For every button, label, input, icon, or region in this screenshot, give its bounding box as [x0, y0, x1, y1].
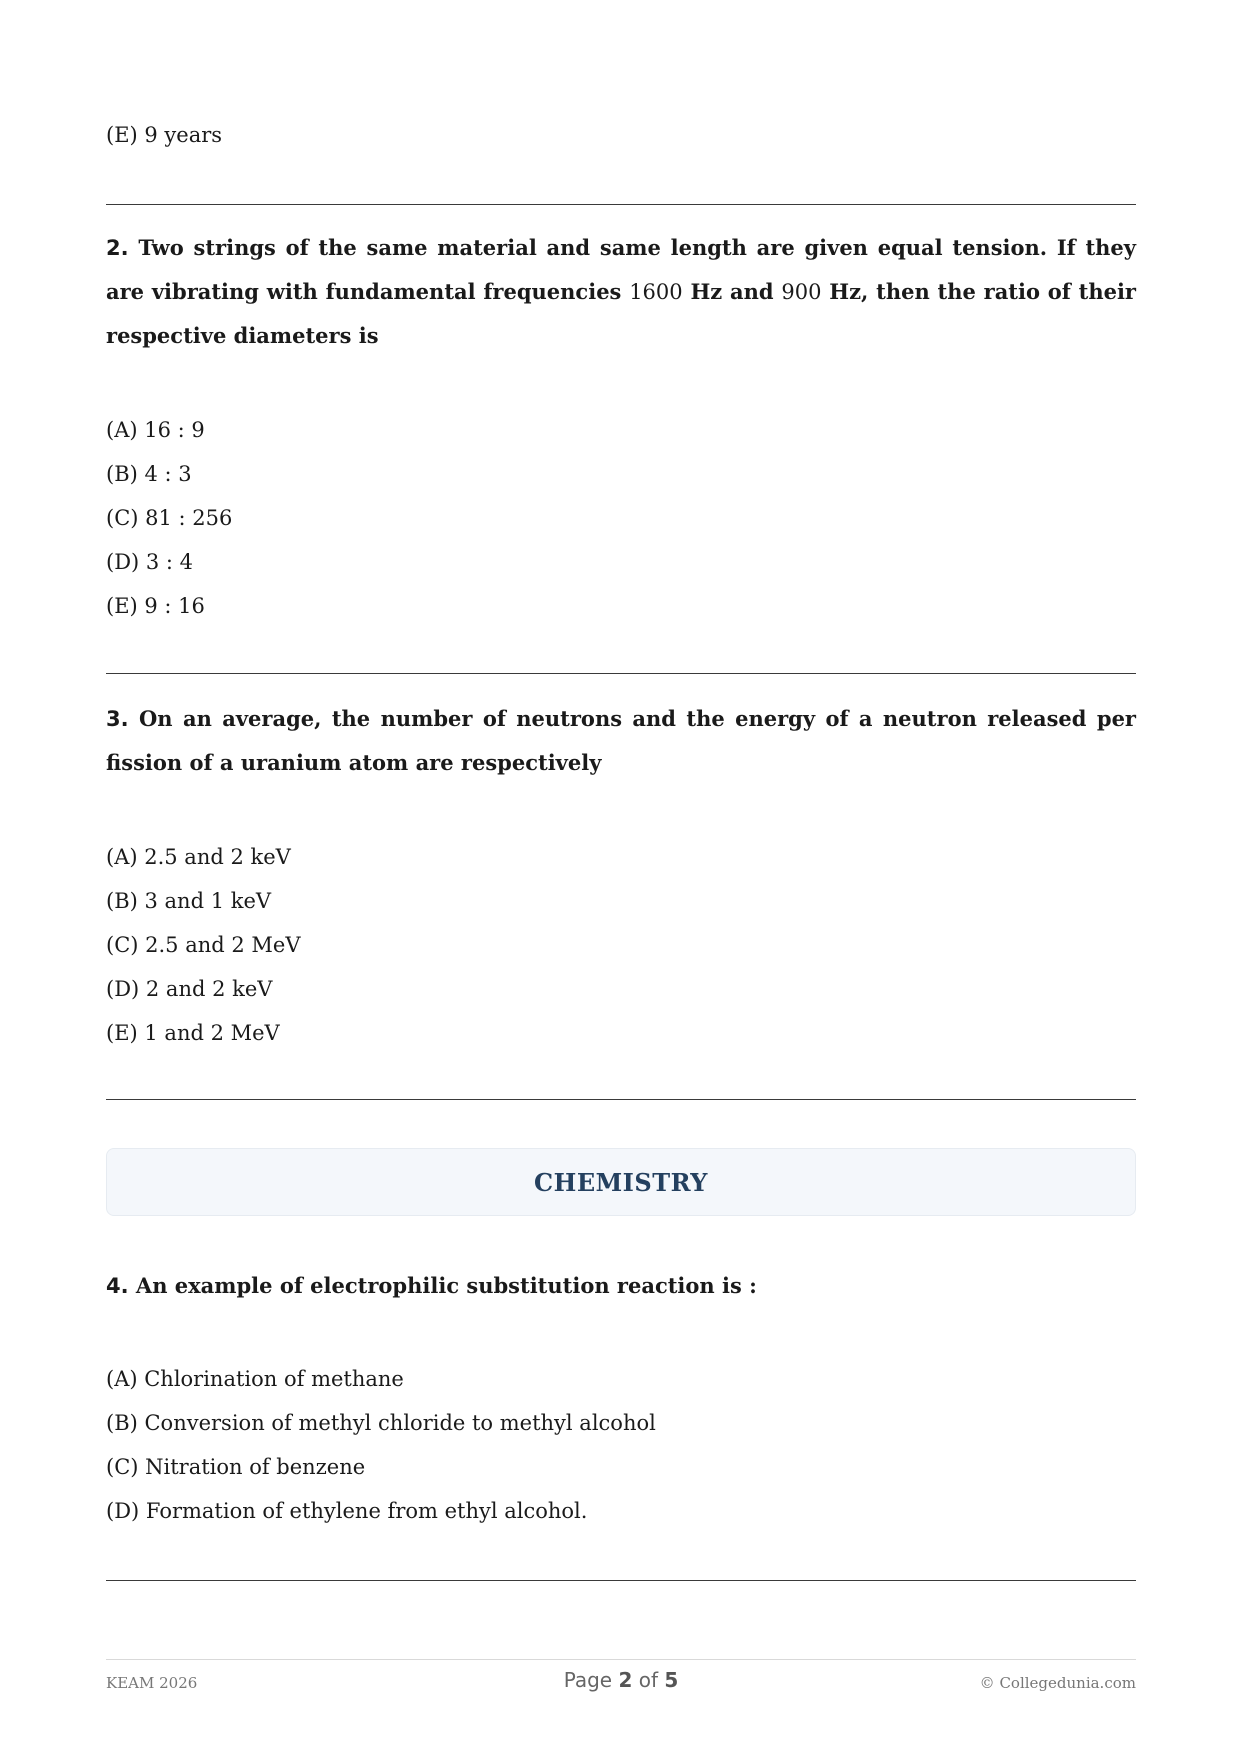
page-of: of: [638, 1668, 659, 1692]
q2-option-e[interactable]: (E) 9 : 16: [106, 594, 205, 618]
question-2: [106, 226, 1136, 358]
q1-option-e: (E) 9 years: [106, 123, 223, 147]
q2-option-b[interactable]: (B) 4 : 3: [106, 462, 192, 486]
question-text: Hz, then the ratio of their respective diameters is: [106, 279, 1136, 348]
question-3: [106, 697, 1136, 785]
page-total: 5: [664, 1668, 679, 1692]
q4-option-b[interactable]: (B) Conversion of methyl chloride to methyl alcohol: [106, 1411, 656, 1435]
question-4: [106, 1264, 1136, 1308]
q2-option-a[interactable]: (A) 16 : 9: [106, 418, 205, 442]
q3-option-c[interactable]: (C) 2.5 and 2 MeV: [106, 933, 301, 957]
q4-option-d[interactable]: (D) Formation of ethylene from ethyl alcohol.: [106, 1499, 588, 1523]
question-number: 2.: [106, 236, 129, 260]
question-text: On an average, the number of neutrons and the energy of a neutron released per fission of a uranium atom are respectively: [106, 706, 1136, 775]
q2-option-c[interactable]: (C) 81 : 256: [106, 506, 233, 530]
q3-option-b[interactable]: (B) 3 and 1 keV: [106, 889, 272, 913]
divider: [106, 1099, 1136, 1100]
divider: [106, 673, 1136, 674]
question-text: Hz and: [690, 279, 774, 304]
divider: [106, 204, 1136, 205]
q3-option-d[interactable]: (D) 2 and 2 keV: [106, 977, 273, 1001]
question-value: 900: [781, 280, 822, 304]
document-page: [106, 0, 1136, 1754]
question-text: Two strings of the same material and same length are given equal tension. If they are vibrating with fundamental frequencies: [106, 235, 1136, 304]
divider: [106, 1580, 1136, 1581]
page-word: Page: [563, 1668, 613, 1692]
q4-option-a[interactable]: (A) Chlorination of methane: [106, 1367, 404, 1391]
footer-exam-name: KEAM 2026: [106, 1674, 198, 1692]
footer-copyright: © Collegedunia.com: [979, 1674, 1136, 1692]
section-title: CHEMISTRY: [534, 1167, 708, 1197]
q2-option-d[interactable]: (D) 3 : 4: [106, 550, 194, 574]
q4-option-c[interactable]: (C) Nitration of benzene: [106, 1455, 366, 1479]
section-header: [106, 1148, 1136, 1216]
footer-divider: [106, 1659, 1136, 1660]
page-current: 2: [618, 1668, 633, 1692]
q3-option-e[interactable]: (E) 1 and 2 MeV: [106, 1021, 280, 1045]
question-value: 1600: [629, 280, 683, 304]
q3-option-a[interactable]: (A) 2.5 and 2 keV: [106, 845, 291, 869]
question-text: An example of electrophilic substitution reaction is :: [135, 1273, 757, 1298]
question-number: 3.: [106, 707, 129, 731]
question-number: 4.: [106, 1274, 129, 1298]
